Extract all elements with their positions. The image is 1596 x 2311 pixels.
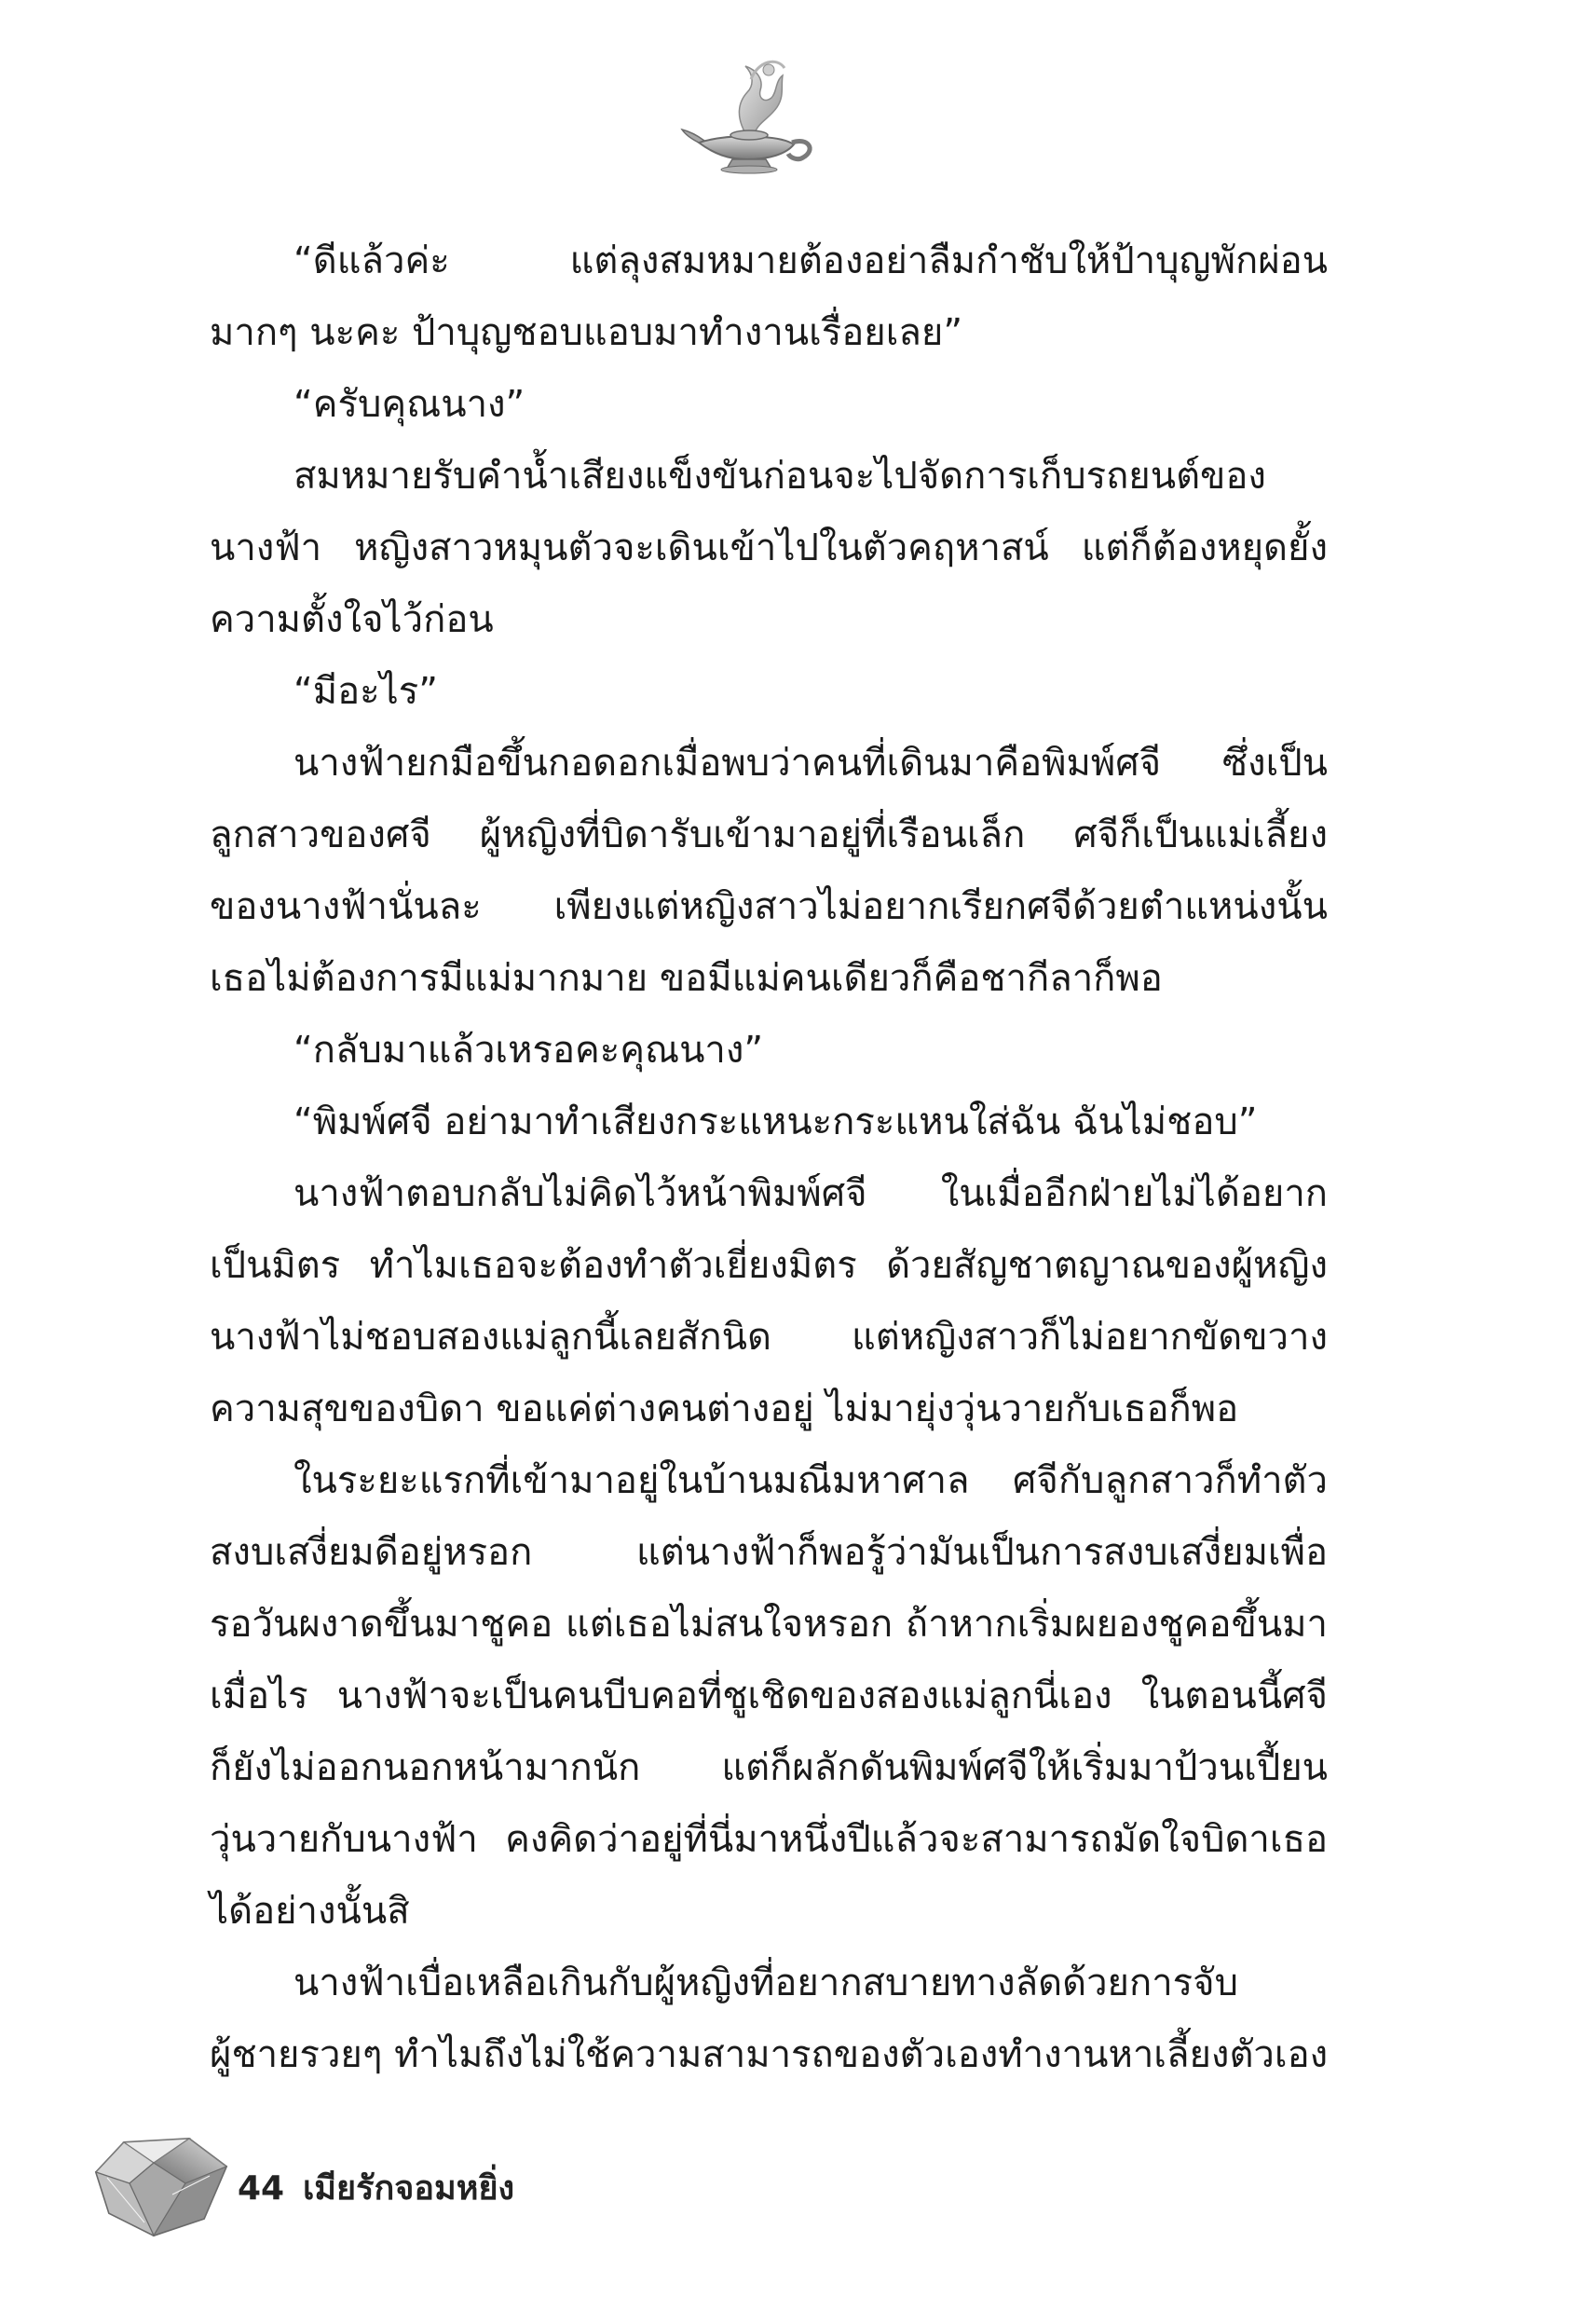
text-line: นางฟ้าไม่ชอบสองแม่ลูกนี้เลยสักนิด แต่หญิงสาวก็ไม่อยากขัดขวาง: [210, 1316, 1328, 1359]
book-title: เมียรักจอมหยิ่ง: [303, 2169, 515, 2208]
text-line: นางฟ้าเบื่อเหลือเกินกับผู้หญิงที่อยากสบายทางลัดด้วยการจับ: [293, 1962, 1238, 2004]
genie-lamp-icon: [680, 51, 820, 177]
text-line: ของนางฟ้านั่นละ เพียงแต่หญิงสาวไม่อยากเรียกศจีด้วยตำแหน่งนั้น: [210, 885, 1328, 928]
text-line: ผู้ชายรวยๆ ทำไมถึงไม่ใช้ความสามารถของตัวเองทำงานหาเลี้ยงตัวเอง: [210, 2033, 1329, 2076]
text-line: ได้อย่างนั้นสิ: [210, 1890, 410, 1933]
text-line: เป็นมิตร ทำไมเธอจะต้องทำตัวเยี่ยงมิตร ด้วยสัญชาตญาณของผู้หญิง: [210, 1244, 1328, 1287]
text-line: มากๆ นะคะ ป้าบุญชอบแอบมาทำงานเรื่อยเลย”: [210, 311, 963, 354]
text-line: นางฟ้าตอบกลับไม่คิดไว้หน้าพิมพ์ศจี ในเมื่ออีกฝ่ายไม่ได้อยาก: [293, 1172, 1328, 1215]
text-line: วุ่นวายกับนางฟ้า คงคิดว่าอยู่ที่นี่มาหนึ่งปีแล้วจะสามารถมัดใจบิดาเธอ: [210, 1818, 1328, 1861]
text-line: ลูกสาวของศจี ผู้หญิงที่บิดารับเข้ามาอยู่ที่เรือนเล็ก ศจีก็เป็นแม่เลี้ยง: [210, 814, 1328, 856]
text-line: นางฟ้ายกมือขึ้นกอดอกเมื่อพบว่าคนที่เดินมาคือพิมพ์ศจี ซึ่งเป็น: [293, 742, 1328, 785]
text-line: “กลับมาแล้วเหรอคะคุณนาง”: [293, 1029, 764, 1072]
text-line: เธอไม่ต้องการมีแม่มากมาย ขอมีแม่คนเดียวก็คือชากีลาก็พอ: [210, 957, 1163, 1000]
text-line: ความตั้งใจไว้ก่อน: [210, 598, 494, 641]
text-line: “ดีแล้วค่ะ แต่ลุงสมหมายต้องอย่าลืมกำชับให้ป้าบุญพักผ่อน: [293, 239, 1328, 282]
text-line: “ครับคุณนาง”: [293, 383, 525, 426]
page-number: 44: [238, 2169, 285, 2208]
body-text: [210, 226, 1328, 2091]
text-line: เมื่อไร นางฟ้าจะเป็นคนบีบคอที่ชูเชิดของสองแม่ลูกนี่เอง ในตอนนี้ศจี: [210, 1675, 1328, 1717]
text-line: “พิมพ์ศจี อย่ามาทำเสียงกระแหนะกระแหนใส่ฉัน ฉันไม่ชอบ”: [293, 1101, 1258, 1143]
text-line: รอวันผงาดขึ้นมาชูคอ แต่เธอไม่สนใจหรอก ถ้าหากเริ่มผยองชูคอขึ้นมา: [210, 1603, 1328, 1646]
text-line: สงบเสงี่ยมดีอยู่หรอก แต่นางฟ้าก็พอรู้ว่ามันเป็นการสงบเสงี่ยมเพื่อ: [210, 1531, 1328, 1574]
text-line: สมหมายรับคำน้ำเสียงแข็งขันก่อนจะไปจัดการเก็บรถยนต์ของ: [293, 455, 1266, 498]
text-line: ความสุขของบิดา ขอแค่ต่างคนต่างอยู่ ไม่มายุ่งวุ่นวายกับเธอก็พอ: [210, 1388, 1239, 1430]
text-line: “มีอะไร”: [293, 670, 438, 713]
text-line: ในระยะแรกที่เข้ามาอยู่ในบ้านมณีมหาศาล ศจีกับลูกสาวก็ทำตัว: [293, 1459, 1328, 1502]
text-line: นางฟ้า หญิงสาวหมุนตัวจะเดินเข้าไปในตัวคฤหาสน์ แต่ก็ต้องหยุดยั้ง: [210, 526, 1328, 569]
page-footer: [89, 2129, 741, 2241]
text-line: ก็ยังไม่ออกนอกหน้ามากนัก แต่ก็ผลักดันพิมพ์ศจีให้เริ่มมาป้วนเปี้ยน: [210, 1746, 1328, 1789]
diamond-icon: [89, 2129, 233, 2241]
